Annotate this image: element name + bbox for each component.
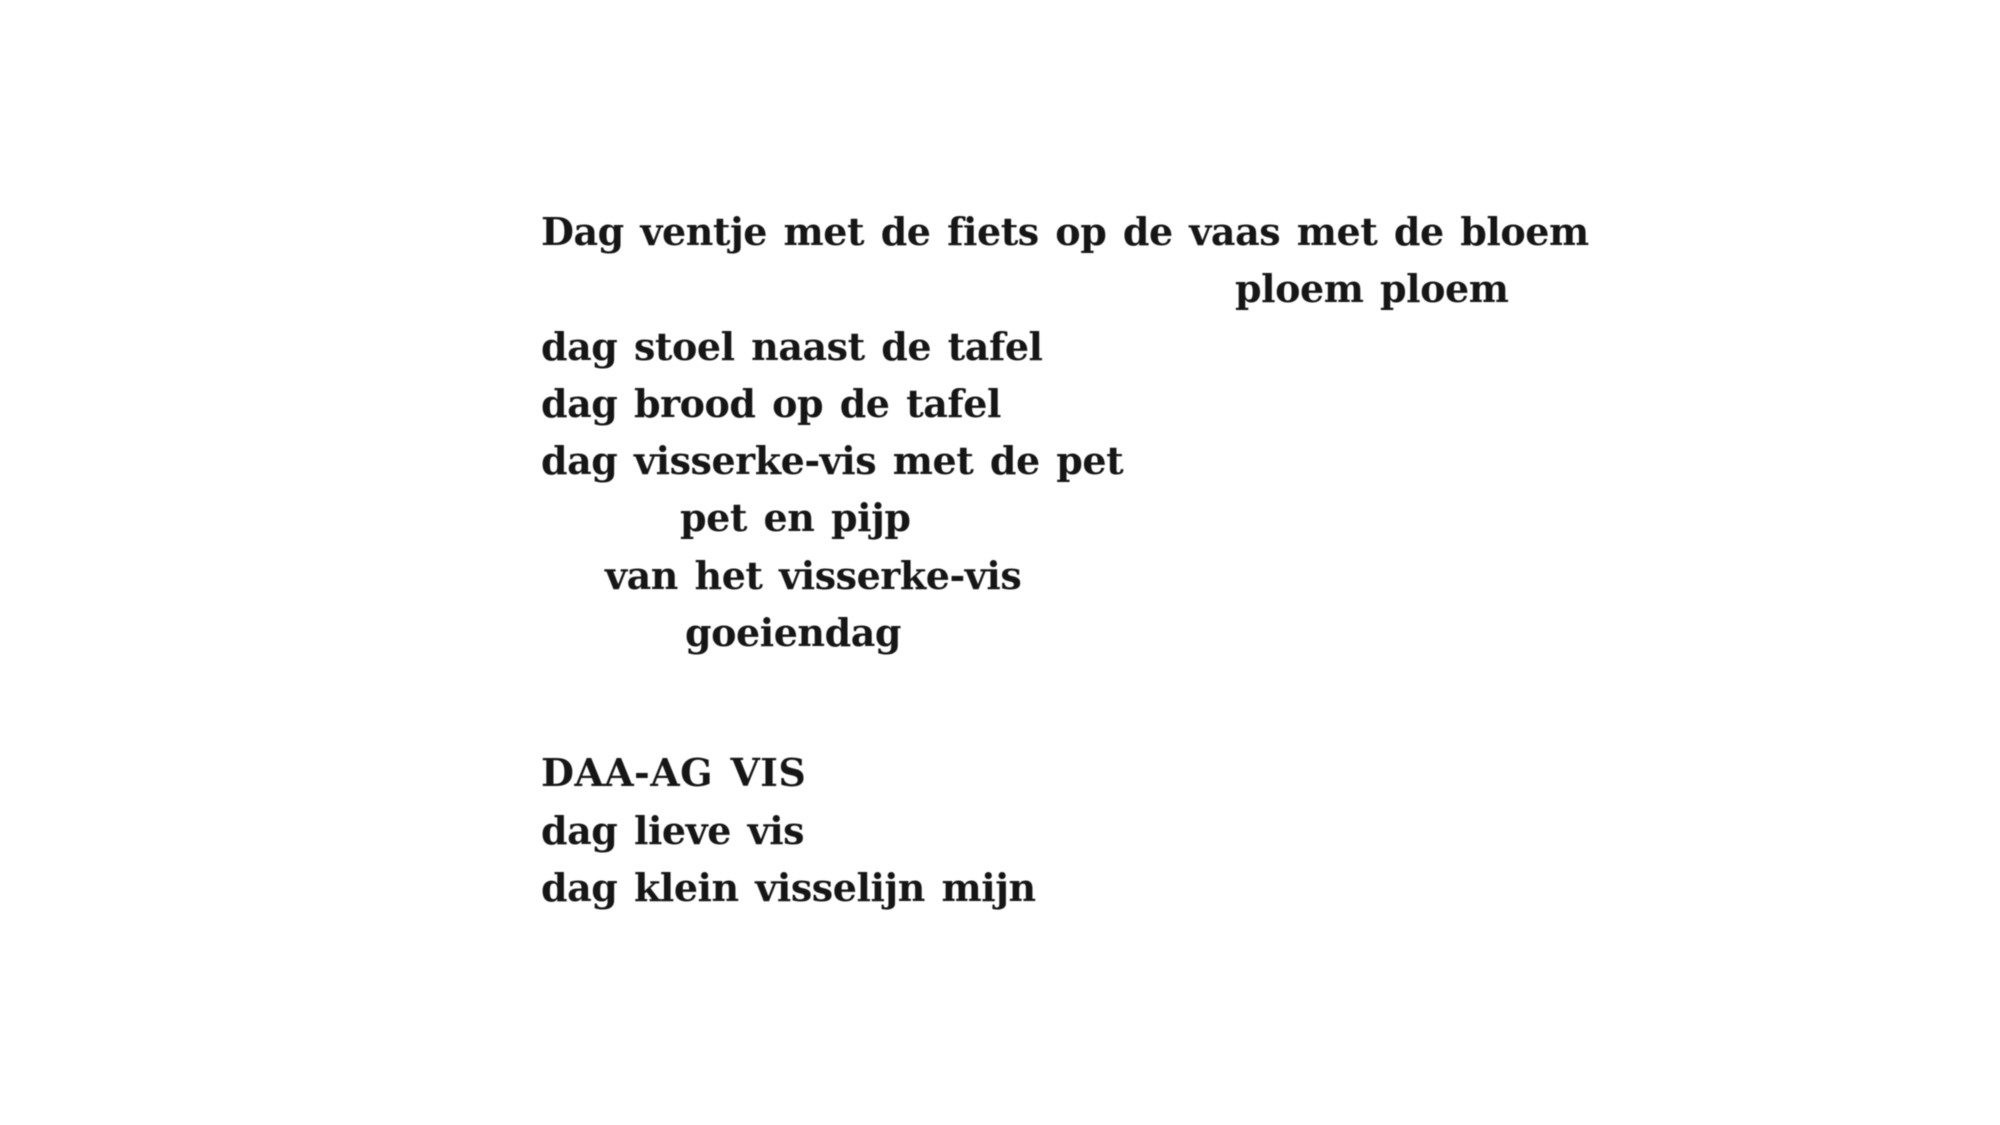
poem-text-block <box>541 203 1589 916</box>
poem-line-ploem-ploem: ploem ploem <box>1235 266 1509 312</box>
poem-line-dag-visserke: dag visserke-vis met de pet <box>541 438 1124 484</box>
poem-line-daa-ag-vis: DAA-AG VIS <box>541 750 807 796</box>
poem-line-dag-stoel: dag stoel naast de tafel <box>541 323 1043 369</box>
poem-line-dag-brood: dag brood op de tafel <box>541 380 1001 426</box>
poem-line-van-het-visserke: van het visserke-vis <box>605 552 1022 598</box>
poem-line-dag-ventje: Dag ventje met de fiets op de vaas met de bloem <box>541 209 1589 254</box>
poem-line-dag-lieve-vis: dag lieve vis <box>541 807 805 853</box>
poem-line-pet-en-pijp: pet en pijp <box>680 495 911 541</box>
stanza-gap <box>541 661 1589 744</box>
poem-line-dag-klein-visselijn: dag klein visselijn mijn <box>541 864 1036 910</box>
poem-line-goeiendag: goeiendag <box>685 610 901 656</box>
